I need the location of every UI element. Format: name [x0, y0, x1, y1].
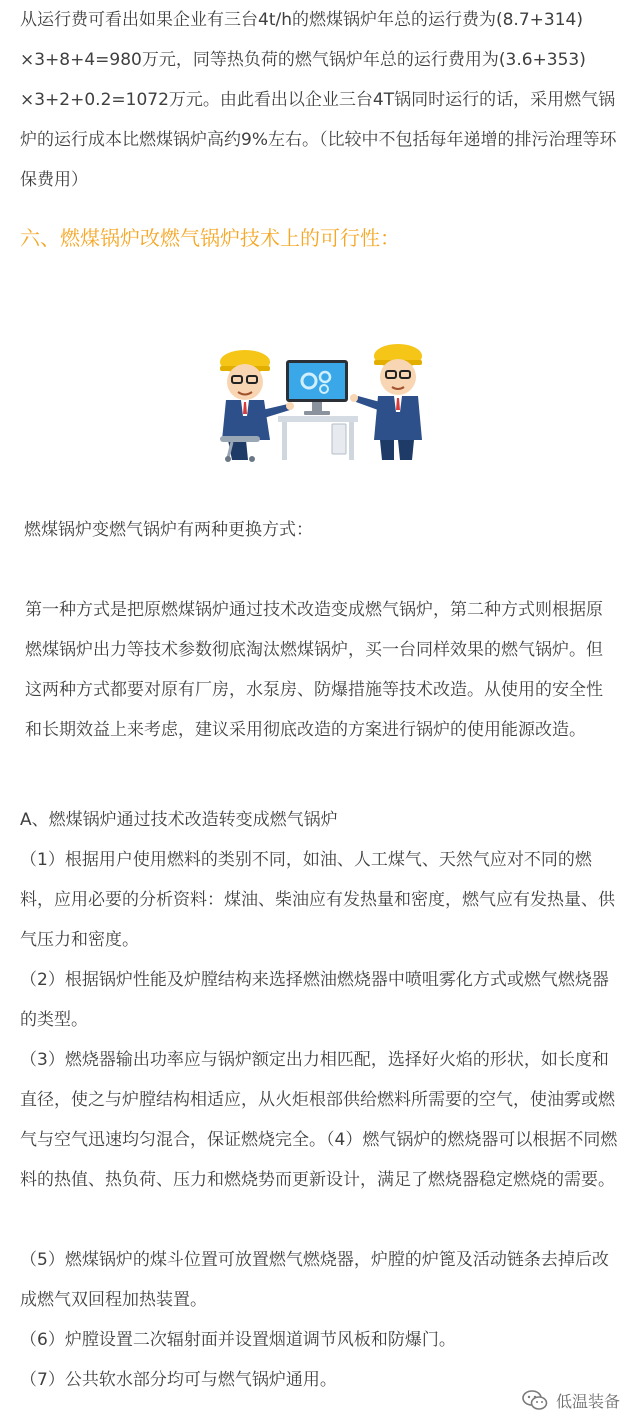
- section-a-item-6: （6）炉膛设置二次辐射面并设置烟道调节风板和防爆门。: [20, 1330, 456, 1350]
- section-a-title: A、燃煤锅炉通过技术改造转变成燃气锅炉: [20, 810, 338, 830]
- account-name: 低温装备: [555, 1391, 620, 1411]
- engineers-computer-illustration: [212, 340, 432, 464]
- wechat-icon: [522, 1389, 548, 1411]
- right-engineer-figure: [350, 344, 422, 460]
- account-watermark: [522, 1385, 620, 1415]
- section-a-item-7: （7）公共软水部分均可与燃气锅炉通用。: [20, 1370, 337, 1390]
- section-a-item-5: （5）燃煤锅炉的煤斗位置可放置燃气燃烧器，炉膛的炉篦及活动链条去掉后改成燃气双回程加热装置。: [20, 1250, 609, 1310]
- section-a-item-3-4: （3）燃烧器输出功率应与锅炉额定出力相匹配，选择好火焰的形状，如长度和直径，使之与炉膛结构相适应，从火炬根部供给燃料所需要的空气，使油雾或燃气与空气迅速均匀混合，保证燃烧完全。（4）燃气锅炉的燃烧器可以根据不同燃料的热值、热负荷、压力和燃烧势而更新设计，满足了燃烧器稳定燃烧的需要。: [20, 1050, 618, 1190]
- methods-paragraph: 第一种方式是把原燃煤锅炉通过技术改造变成燃气锅炉，第二种方式则根据原燃煤锅炉出力等技术参数彻底淘汰燃煤锅炉，买一台同样效果的燃气锅炉。但这两种方式都要对原有厂房，水泵房、防爆措施等技术改造。从使用的安全性和长期效益上来考虑，建议采用彻底改造的方案进行锅炉的使用能源改造。: [25, 600, 603, 740]
- section-a-item-1: （1）根据用户使用燃料的类别不同，如油、人工煤气、天然气应对不同的燃料，应用必要的分析资料：煤油、柴油应有发热量和密度，燃气应有发热量、供气压力和密度。: [20, 850, 615, 950]
- intro-paragraph: 从运行费可看出如果企业有三台4t/h的燃煤锅炉年总的运行费为(8.7+314) ×3+8+4=980万元，同等热负荷的燃气锅炉年总的运行费用为(3.6+353) ×3+2+0.2=1072万元。由此看出以企业三台4T锅同时运行的话，采用燃气锅炉的运行成本比燃煤锅炉高约9%左右。（比较中不包括每年递增的排污治理等环保费用）: [20, 10, 617, 190]
- section-heading: 六、燃煤锅炉改燃气锅炉技术上的可行性：: [20, 226, 400, 250]
- section-a-item-2: （2）根据锅炉性能及炉膛结构来选择燃油燃烧器中喷咀雾化方式或燃气燃烧器的类型。: [20, 970, 609, 1030]
- methods-intro-line: 燃煤锅炉变燃气锅炉有两种更换方式：: [24, 520, 313, 540]
